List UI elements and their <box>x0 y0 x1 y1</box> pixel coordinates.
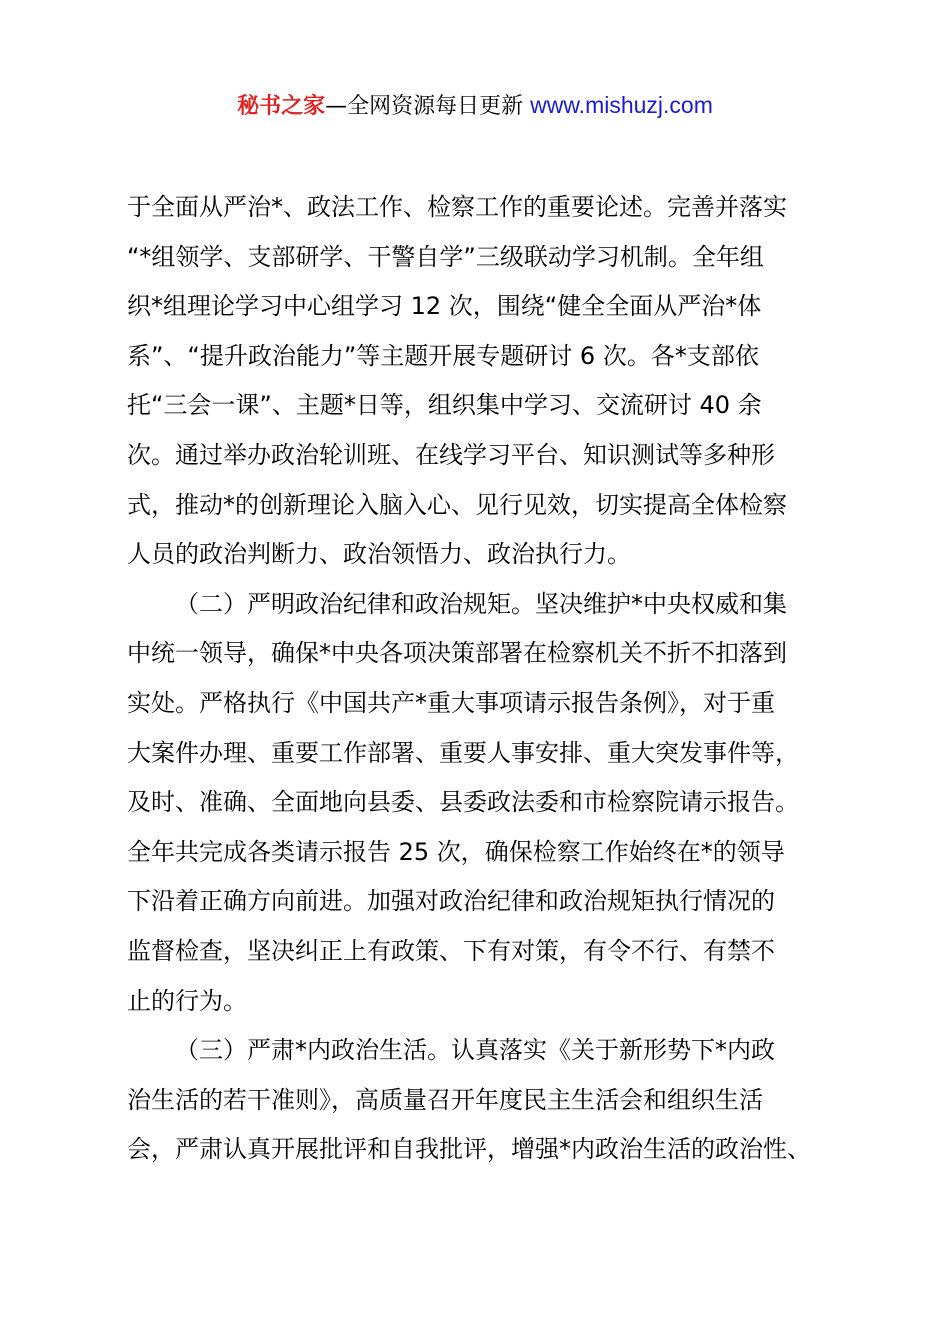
body-line: 监督检查，坚决纠正上有政策、下有对策，有令不行、有禁不 <box>127 936 775 965</box>
body-line: 下沿着正确方向前进。加强对政治纪律和政治规矩执行情况的 <box>127 887 775 916</box>
body-line: 大案件办理、重要工作部署、重要人事安排、重大突发事件等， <box>127 738 799 767</box>
body-line: 人员的政治判断力、政治领悟力、政治执行力。 <box>127 540 631 569</box>
body-line: 全年共完成各类请示报告 25 次，确保检察工作始终在*的领导 <box>127 837 785 866</box>
body-line: 系”、“提升政治能力”等主题开展专题研讨 6 次。各*支部依 <box>127 341 759 370</box>
body-line: “*组领学、支部研学、干警自学”三级联动学习机制。全年组 <box>127 242 764 271</box>
body-line: 织*组理论学习中心组学习 12 次，围绕“健全全面从严治*体 <box>127 292 762 321</box>
body-line: 于全面从严治*、政法工作、检察工作的重要论述。完善并落实 <box>127 193 787 221</box>
body-line: 治生活的若干准则》，高质量召开年度民主生活会和组织生活 <box>127 1085 763 1114</box>
site-url-link[interactable]: www.mishuzj.com <box>530 92 713 118</box>
body-line: 止的行为。 <box>127 986 247 1015</box>
section-heading-line: （二）严明政治纪律和政治规矩。坚决维护*中央权威和集 <box>175 589 787 618</box>
brand-name: 秘书之家 <box>237 94 326 119</box>
document-body <box>127 183 847 1175</box>
body-line: 式，推动*的创新理论入脑入心、见行见效，切实提高全体检察 <box>127 490 787 519</box>
header-tagline: —全网资源每日更新 <box>325 94 524 119</box>
body-line: 会，严肃认真开展批评和自我批评，增强*内政治生活的政治性、 <box>127 1135 811 1164</box>
body-line: 实处。严格执行《中国共产*重大事项请示报告条例》，对于重 <box>127 688 775 717</box>
page-header <box>0 88 950 124</box>
section-heading-line: （三）严肃*内政治生活。认真落实《关于新形势下*内政 <box>175 1036 775 1065</box>
body-line: 中统一领导，确保*中央各项决策部署在检察机关不折不扣落到 <box>127 639 787 668</box>
body-line: 及时、准确、全面地向县委、县委政法委和市检察院请示报告。 <box>127 788 799 817</box>
body-line: 次。通过举办政治轮训班、在线学习平台、知识测试等多种形 <box>127 440 775 469</box>
body-line: 托“三会一课”、主题*日等，组织集中学习、交流研讨 40 余 <box>127 391 762 420</box>
